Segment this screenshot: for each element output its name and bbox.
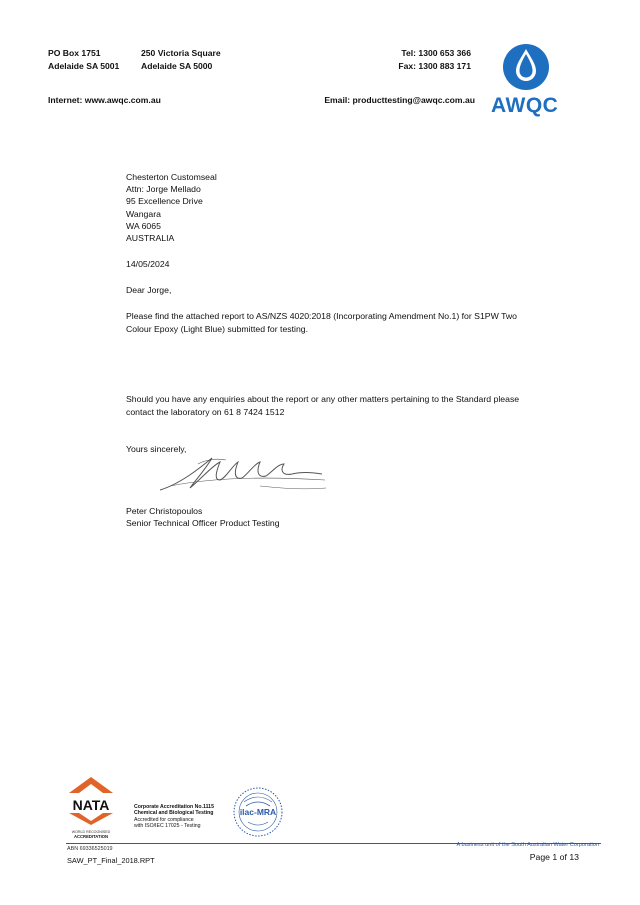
salutation: Dear Jorge, (126, 285, 172, 295)
paragraph-1-line-2: Colour Epoxy (Light Blue) submitted for testing. (126, 324, 309, 334)
nata-chevron-down-icon (67, 813, 115, 825)
awqc-logo-text: AWQC (491, 94, 559, 117)
ilac-mra-seal (232, 786, 284, 838)
nata-logo (67, 777, 115, 837)
recipient-state-postcode: WA 6065 (126, 221, 161, 231)
street-address: 250 Victoria Square (141, 48, 221, 58)
accreditation-block (134, 804, 214, 829)
signer-name: Peter Christopoulos (126, 506, 203, 516)
recipient-street: 95 Excellence Drive (126, 196, 203, 206)
recipient-company: Chesterton Customseal (126, 172, 217, 182)
abn: ABN 69336525019 (67, 846, 113, 852)
accreditation-line-4: with ISO/IEC 17025 - Testing (134, 822, 201, 829)
internet-address: Internet: www.awqc.com.au (48, 95, 161, 105)
letter-date: 14/05/2024 (126, 259, 170, 269)
file-reference: SAW_PT_Final_2018.RPT (67, 856, 155, 865)
paragraph-1-line-1: Please find the attached report to AS/NZS 4020:2018 (Incorporating Amendment No.1) for S1PW Two (126, 311, 517, 321)
paragraph-2-line-1: Should you have any enquiries about the report or any other matters pertaining to the Standard please (126, 394, 520, 404)
nata-sub-1: WORLD RECOGNISED (71, 830, 111, 834)
telephone: Tel: 1300 653 366 (401, 48, 471, 58)
nata-text: NATA (72, 797, 110, 813)
street-city: Adelaide SA 5000 (141, 61, 213, 71)
handwritten-signature (150, 448, 330, 498)
recipient-country: AUSTRALIA (126, 233, 175, 243)
nata-sub-2: ACCREDITATION (73, 834, 109, 839)
page-number: Page 1 of 13 (529, 852, 579, 862)
recipient-attn: Attn: Jorge Mellado (126, 184, 201, 194)
paragraph-2-line-2: contact the laboratory on 61 8 7424 1512 (126, 407, 285, 417)
fax: Fax: 1300 883 171 (398, 61, 471, 71)
email-address: Email: producttesting@awqc.com.au (324, 95, 475, 105)
closing: Yours sincerely, (126, 444, 187, 454)
accreditation-line-3: Accredited for compliance (134, 816, 194, 823)
business-unit: A business unit of the South Australian Water Corporation (456, 842, 599, 848)
nata-chevron-up-icon (67, 777, 115, 793)
signer-title: Senior Technical Officer Product Testing (126, 518, 280, 528)
po-box: PO Box 1751 (48, 48, 101, 58)
ilac-text: ilac-MRA (239, 807, 277, 817)
accreditation-line-1: Corporate Accreditation No.1115 (134, 804, 214, 810)
po-city: Adelaide SA 5001 (48, 61, 120, 71)
recipient-suburb: Wangara (126, 209, 161, 219)
accreditation-line-2: Chemical and Biological Testing (134, 810, 214, 817)
water-drop-logo-icon (499, 38, 553, 94)
